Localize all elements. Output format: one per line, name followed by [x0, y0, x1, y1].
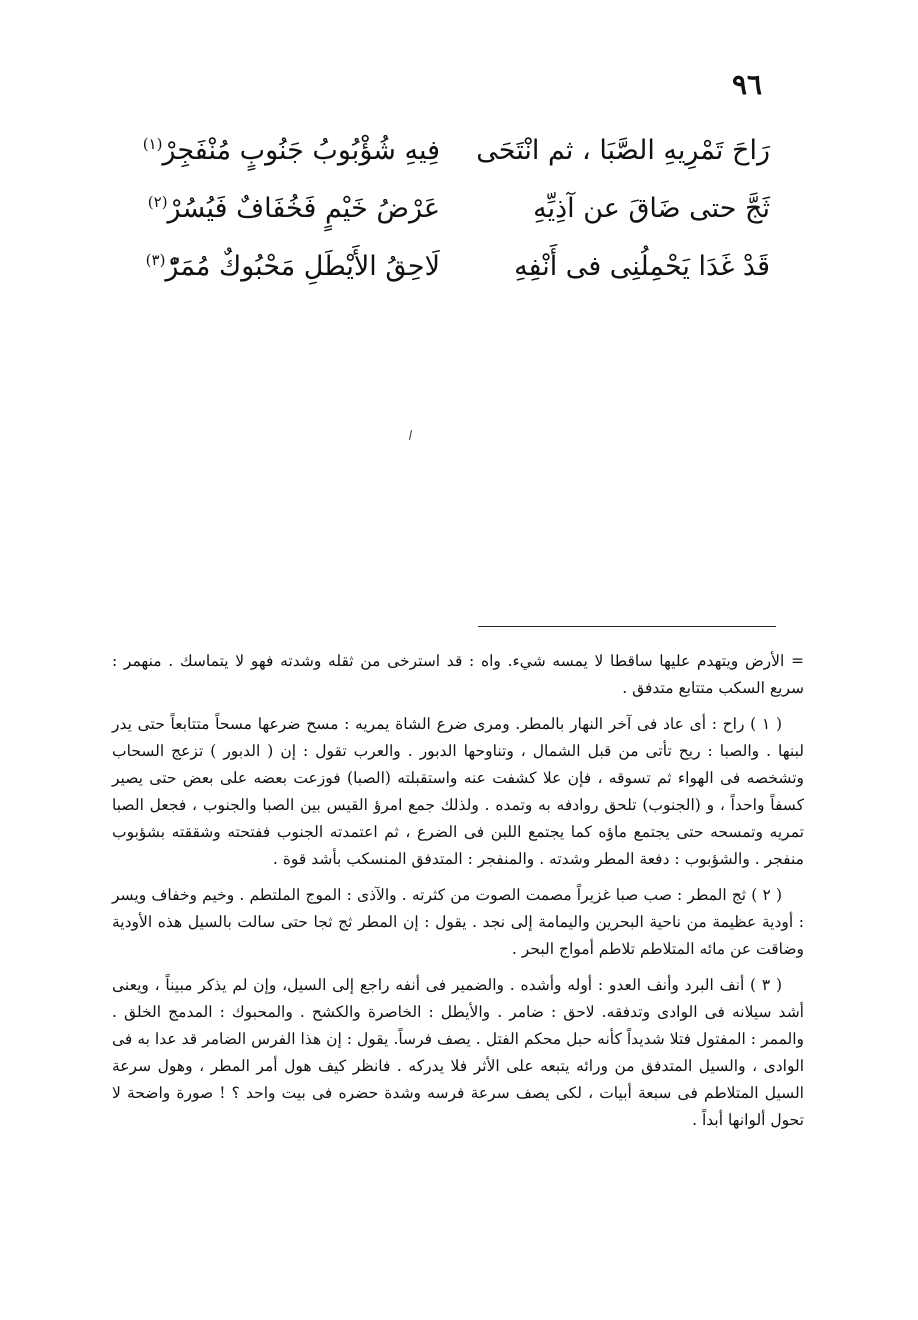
- verse-3-note-marker: (٣): [145, 250, 166, 269]
- verse-1: [110, 122, 770, 180]
- verse-2-second-text: عَرْضُ خَيْمٍ فَخُفَافٌ فَيُسُرْ: [167, 192, 440, 224]
- footnote-1: ( ١ ) راح : أى عاد فى آخر النهار بالمطر. ومرى ضرع الشاة يمريه : مسح ضرعها مسحاً متتابعاً حتى يدر لبنها . والصبا : ريح تأتى من قبل الشمال ، وتناوحها الدبور . والعرب تقول : إن ( الدبور ) تزعج السحاب وتشخصه فى الهواء ثم تسوقه ، فإن علا كشفت عنه واستقبلته (الصبا) فوزعت بعضه على بعض حتى يصير كسفاً واحداً ، و (الجنوب) تلحق روادفه به وتمده . ولذلك جمع امرؤ القيس بين الصبا والجنوب ، فجعل الصبا تمريه وتمسحه حتى يجتمع ماؤه كما يجتمع اللبن فى الضرع ، ثم اعتمدته الجنوب ففتحته وشققته بشؤبوب منفجر . والشؤبوب : دفعة المطر وشدته . والمنفجر : المتدفق المنسكب بأشد قوة .: [112, 715, 804, 868]
- footnote-continuation: = الأرض ويتهدم عليها ساقطا لا يمسه شيء. واه : قد استرخى من ثقله وشدته فهو لا يتماسك . منهمر : سريع السكب متتابع متدفق .: [112, 652, 804, 697]
- verse-2: [110, 180, 770, 238]
- verse-1-first-hemistich: رَاحَ تَمْرِيهِ الصَّبَا ، ثم انْتَحَى: [476, 134, 770, 166]
- verse-3-second-hemistich: [110, 251, 440, 283]
- verse-2-note-marker: (٢): [147, 192, 168, 211]
- verse-2-first-hemistich: ثَجَّ حتى ضَاقَ عن آذِيِّهِ: [533, 192, 770, 224]
- verse-3: [110, 238, 770, 296]
- verse-3-first-hemistich: قَدْ غَدَا يَحْمِلُنِى فى أَنْفِهِ: [514, 250, 770, 282]
- verse-1-second-hemistich: [110, 135, 440, 167]
- page-number: ٩٦: [732, 68, 763, 101]
- footnotes: [112, 648, 804, 1143]
- verse-3-second-text: لَاحِقُ الأَيْطَلِ مَحْبُوكٌ مُمَرّْ: [165, 250, 440, 282]
- verse-1-second-text: فِيهِ شُؤْبُوبُ جَنُوبٍ مُنْفَجِرْ: [162, 134, 440, 166]
- verse-2-second-hemistich: [110, 193, 440, 225]
- verse-1-note-marker: (١): [142, 134, 163, 153]
- footnote-2: ( ٢ ) ثج المطر : صب صبا غزيراً مصمت الصوت من كثرته . والآذى : الموج الملتطم . وخيم وخفاف ويسر : أودية عظيمة من ناحية البحرين واليمامة إلى نجد . يقول : إن المطر ثج ثجا حتى سالت بالسيل هذه الأودية وضاقت عن مائه المتلاطم تلاطم أمواج البحر .: [112, 886, 804, 958]
- stray-ink-mark: [409, 430, 412, 440]
- poem: [110, 122, 770, 296]
- footnote-3: ( ٣ ) أنف البرد وأنف العدو : أوله وأشده . والضمير فى أنفه راجع إلى السيل، وإن لم يذكر مبيناً ، ويعنى أشد سيلانه فى الوادى وتدفقه. لاحق : ضامر . والأيطل : الخاصرة والكشح . والمحبوك : المدمج الخلق . والممر : المفتول فتلا شديداً كأنه حبل محكم الفتل . يصف فرساً. يقول : إن هذا الفرس الضامر قد عدا به فى الوادى ، والسيل المتدفق من ورائه يتبعه على الأثر فلا يدركه . فانظر كيف هول أمر المطر ، وهول سرعة السيل المتلاطم فى سبعة أبيات ، لكى يصف سرعة فرسه وشدة حضره فى بيت واحد ؟ ! صورة واضحة لا تحول ألوانها أبداً .: [112, 976, 805, 1129]
- footnote-divider: [478, 626, 776, 627]
